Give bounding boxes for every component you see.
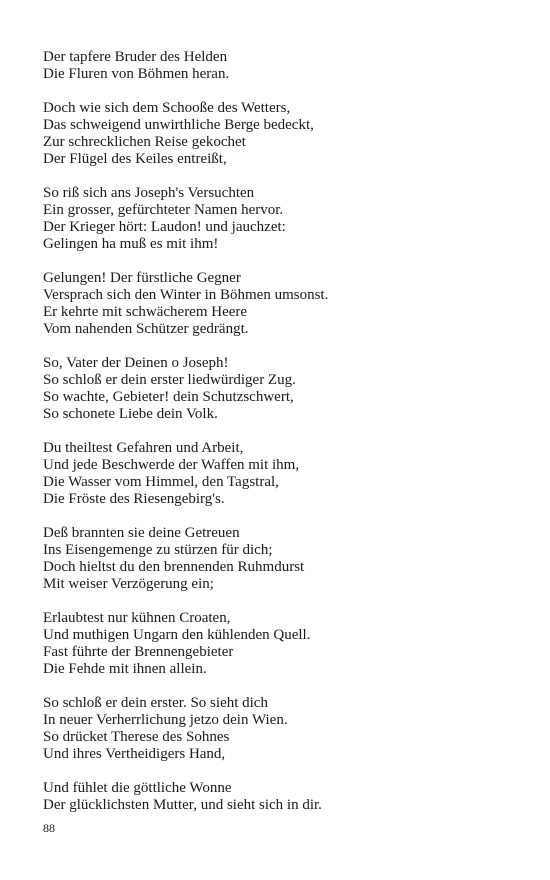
verse-line: Die Wasser vom Himmel, den Tagstral, bbox=[43, 474, 279, 490]
verse-line: Du theiltest Gefahren und Arbeit, bbox=[43, 440, 244, 456]
verse-line: Ins Eisengemenge zu stürzen für dich; bbox=[43, 542, 273, 558]
verse-line: Fast führte der Brennengebieter bbox=[43, 644, 234, 660]
verse-line: Die Fluren von Böhmen heran. bbox=[43, 66, 230, 82]
verse-line: So schloß er dein erster. So sieht dich bbox=[43, 695, 268, 711]
verse-line: Gelungen! Der fürstliche Gegner bbox=[43, 270, 241, 286]
verse-line: Das schweigend unwirthliche Berge bedeckt, bbox=[43, 117, 314, 133]
verse-line: Die Fehde mit ihnen allein. bbox=[43, 661, 207, 677]
verse-line: Vom nahenden Schützer gedrängt. bbox=[43, 321, 249, 337]
verse-line: Versprach sich den Winter in Böhmen umsonst. bbox=[43, 287, 329, 303]
stanza-4 bbox=[43, 270, 523, 338]
stanza-7 bbox=[43, 525, 523, 593]
verse-line: Und ihres Vertheidigers Hand, bbox=[43, 746, 226, 762]
verse-line: Doch hieltst du den brennenden Ruhmdurst bbox=[43, 559, 305, 575]
verse-line: So schonete Liebe dein Volk. bbox=[43, 406, 218, 422]
verse-line: Und muthigen Ungarn den kühlenden Quell. bbox=[43, 627, 311, 643]
verse-line: Ein grosser, gefürchteter Namen hervor. bbox=[43, 202, 284, 218]
verse-line: Der Flügel des Keiles entreißt, bbox=[43, 151, 227, 167]
verse-line: In neuer Verherrlichung jetzo dein Wien. bbox=[43, 712, 288, 728]
verse-line: So, Vater der Deinen o Joseph! bbox=[43, 355, 229, 371]
verse-line: Deß brannten sie deine Getreuen bbox=[43, 525, 240, 541]
verse-line: Der tapfere Bruder des Helden bbox=[43, 49, 228, 65]
poem-text bbox=[43, 49, 523, 831]
verse-line: So wachte, Gebieter! dein Schutzschwert, bbox=[43, 389, 294, 405]
verse-line: Gelingen ha muß es mit ihm! bbox=[43, 236, 219, 252]
stanza-8 bbox=[43, 610, 523, 678]
stanza-2 bbox=[43, 100, 523, 168]
stanza-6 bbox=[43, 440, 523, 508]
verse-line: Zur schrecklichen Reise gekochet bbox=[43, 134, 246, 150]
verse-line: Mit weiser Verzögerung ein; bbox=[43, 576, 214, 592]
stanza-10 bbox=[43, 780, 523, 814]
stanza-9 bbox=[43, 695, 523, 763]
stanza-1 bbox=[43, 49, 523, 83]
verse-line: Doch wie sich dem Schooße des Wetters, bbox=[43, 100, 291, 116]
stanza-3 bbox=[43, 185, 523, 253]
verse-line: Der glücklichsten Mutter, und sieht sich in dir. bbox=[43, 797, 322, 813]
verse-line: Erlaubtest nur kühnen Croaten, bbox=[43, 610, 231, 626]
verse-line: So riß sich ans Joseph's Versuchten bbox=[43, 185, 255, 201]
verse-line: Und jede Beschwerde der Waffen mit ihm, bbox=[43, 457, 300, 473]
verse-line: So drücket Therese des Sohnes bbox=[43, 729, 230, 745]
verse-line: So schloß er dein erster liedwürdiger Zug. bbox=[43, 372, 296, 388]
verse-line: Und fühlet die göttliche Wonne bbox=[43, 780, 232, 796]
verse-line: Der Krieger hört: Laudon! und jauchzet: bbox=[43, 219, 286, 235]
verse-line: Die Fröste des Riesengebirg's. bbox=[43, 491, 225, 507]
page-number: 88 bbox=[43, 821, 55, 835]
verse-line: Er kehrte mit schwächerem Heere bbox=[43, 304, 248, 320]
stanza-5 bbox=[43, 355, 523, 423]
